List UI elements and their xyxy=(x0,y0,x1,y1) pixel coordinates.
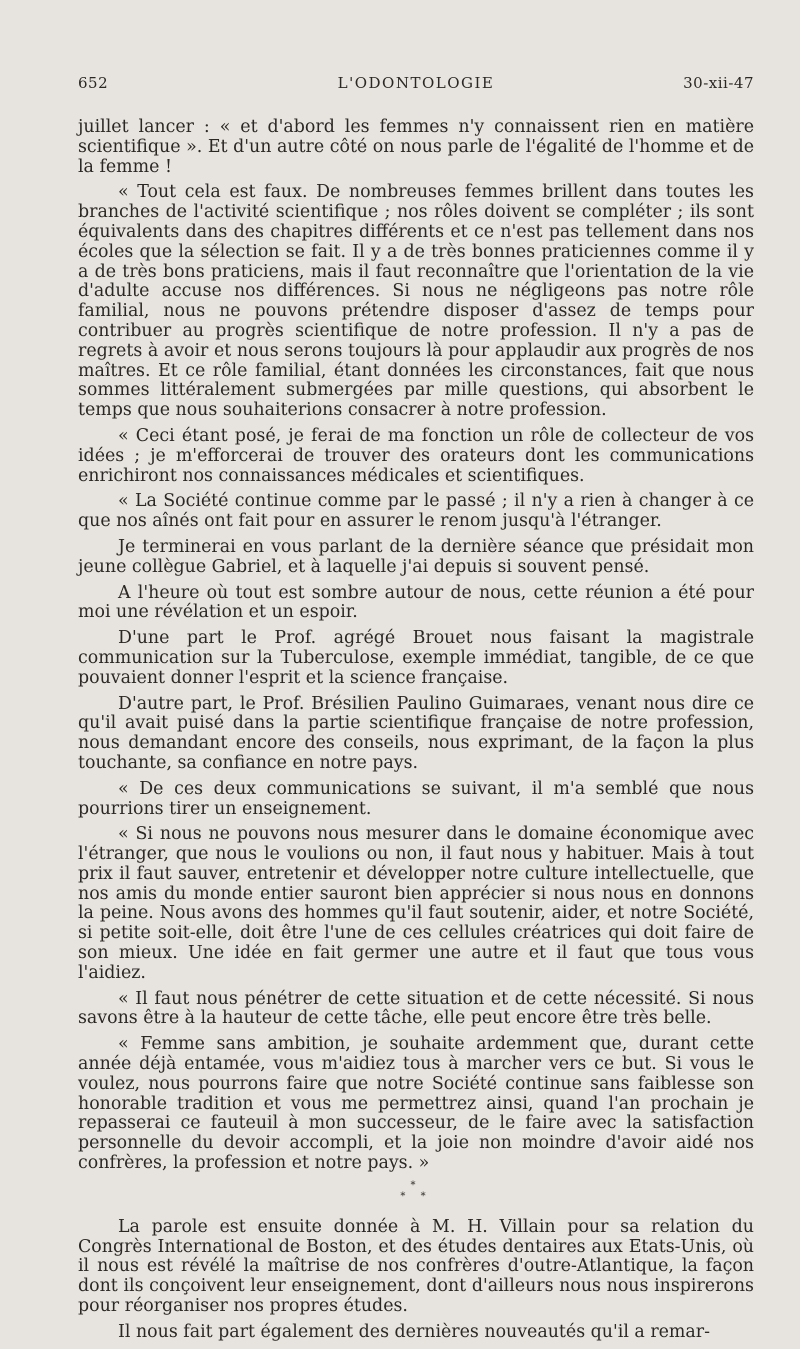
paragraph: « De ces deux communications se suivant, il m'a semblé que nous pourrions tirer un enseignement. xyxy=(78,778,754,819)
separator-star-top: * xyxy=(410,1179,422,1191)
paragraph: « Si nous ne pouvons nous mesurer dans le domaine économique avec l'étranger, que nous le voulions ou non, il faut nous y habituer. Mais à tout prix il faut sauver, entretenir et développer notre culture intellectuelle, que nos amis du monde entier sauront bien apprécier si nous nous en donnons la peine. Nous avons des hommes qu'il faut soutenir, aider, et notre Société, si petite soit-elle, doit être l'une de ces cellules créatrices qui doit faire de son mieux. Une idée en fait germer une autre et il faut que tous vous l'aidiez. xyxy=(78,824,754,983)
paragraph: La parole est ensuite donnée à M. H. Villain pour sa relation du Congrès International de Boston, et des études dentaires aux Etats-Unis, où il nous est révélé la maîtrise de nos confrères d'outre-Atlantique, la façon dont ils conçoivent leur enseignement, dont d'ailleurs nous nous inspirerons pour réorganiser nos propres études. xyxy=(78,1216,754,1317)
paragraph: Il nous fait part également des dernières nouveautés qu'il a remar- xyxy=(118,1321,710,1342)
paragraph: « Tout cela est faux. De nombreuses femmes brillent dans toutes les branches de l'activité scientifique ; nos rôles doivent se compléter ; ils sont équivalents dans des chapitres différents et ce n'est pas tellement dans nos écoles que la sélection se fait. Il y a de très bonnes praticiennes comme il y a de très bons praticiens, mais il faut reconnaître que l'orientation de la vie d'adulte accuse nos différences. Si nous ne négligeons pas notre rôle familial, nous ne pouvons prétendre disposer d'assez de temps pour contribuer au progrès scientifique de notre profession. Il n'y a pas de regrets à avoir et nous serons toujours là pour applaudir aux progrès de nos maîtres. Et ce rôle familial, étant données les circonstances, fait que nous sommes littéralement submergées par mille questions, qui absorbent le temps que nous souhaiterions consacrer à notre profession. xyxy=(78,182,754,421)
page-number: 652 xyxy=(78,74,109,92)
paragraph: « La Société continue comme par le passé ; il n'y a rien à changer à ce que nos aînés ont fait pour en assurer le renom jusqu'à l'étranger. xyxy=(78,491,754,532)
paragraph: Je terminerai en vous parlant de la dernière séance que présidait mon jeune collègue Gabriel, et à laquelle j'ai depuis si souvent pensé. xyxy=(78,536,754,577)
running-title: L'ODONTOLOGIE xyxy=(337,74,495,92)
separator-stars-bottom: * * xyxy=(400,1190,432,1202)
section-separator xyxy=(78,1180,754,1202)
page-header xyxy=(78,74,754,98)
paragraph: D'une part le Prof. agrégé Brouet nous faisant la magistrale communication sur la Tuberculose, exemple immédiat, tangible, de ce que pouvaient donner l'esprit et la science française. xyxy=(78,628,754,688)
issue-date: 30-xii-47 xyxy=(683,74,754,92)
paragraph: « Ceci étant posé, je ferai de ma fonction un rôle de collecteur de vos idées ; je m'efforcerai de trouver des orateurs dont les communications enrichiront nos connaissances médicales et scientifiques. xyxy=(78,425,754,486)
paragraph: D'autre part, le Prof. Brésilien Paulino Guimaraes, venant nous dire ce qu'il avait puisé dans la partie scientifique française de notre profession, nous demandant encore des conseils, nous exprimant, de la façon la plus touchante, sa confiance en notre pays. xyxy=(78,693,754,773)
paragraph: « Femme sans ambition, je souhaite ardemment que, durant cette année déjà entamée, vous m'aidiez tous à marcher vers ce but. Si vous le voulez, nous pourrons faire que notre Société continue sans faiblesse son honorable tradition et vous me permettrez ainsi, quand l'an prochain je repasserai ce fauteuil à mon successeur, de le faire avec la satisfaction personnelle du devoir accompli, et la joie non moindre d'avoir aidé nos confrères, la profession et notre pays. » xyxy=(78,1034,754,1174)
paragraph: A l'heure où tout est sombre autour de nous, cette réunion a été pour moi une révélation et un espoir. xyxy=(78,582,754,623)
article-body xyxy=(78,118,754,1349)
paragraph: juillet lancer : « et d'abord les femmes n'y connaissent rien en matière scientifique ». Et d'un autre côté on nous parle de l'égalité de l'homme et de la femme ! xyxy=(78,117,754,177)
paragraph: « Il faut nous pénétrer de cette situation et de cette nécessité. Si nous savons être à la hauteur de cette tâche, elle peut encore être très belle. xyxy=(78,988,754,1029)
